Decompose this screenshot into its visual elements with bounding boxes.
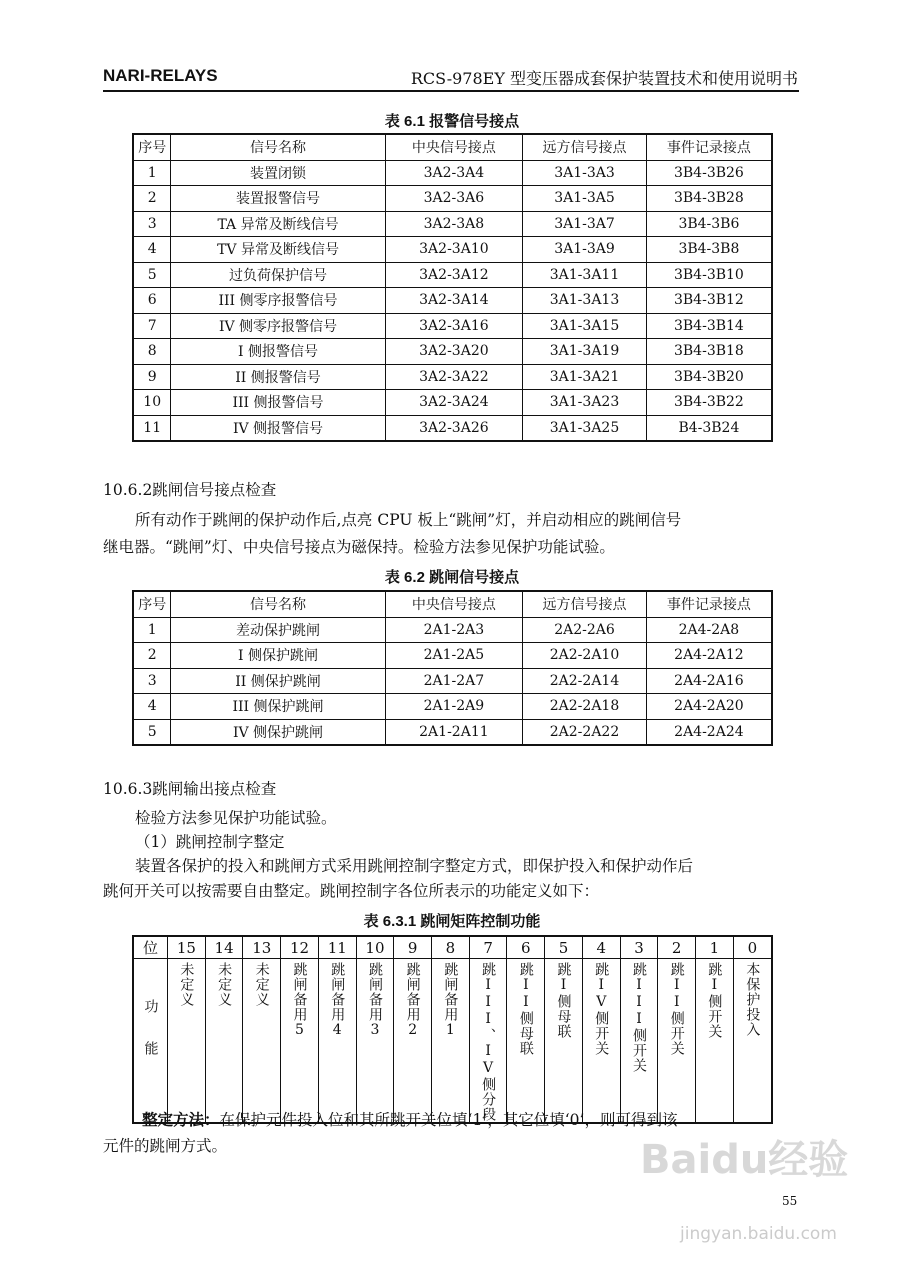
bit-number: 7 [469,936,507,959]
method-label: 整定方法： [142,1110,220,1129]
table-row [133,719,772,745]
table-cell: II 侧保护跳闸 [171,668,385,694]
table-cell: IV 侧保护跳闸 [171,719,385,745]
bit-function [394,959,432,1124]
table-cell: 11 [133,415,171,441]
table-cell: 3A1-3A25 [523,415,647,441]
table-cell: 3A1-3A19 [523,339,647,365]
table-cell: III 侧保护跳闸 [171,694,385,720]
alarm-signal-table [132,133,773,442]
table-cell: 3A2-3A20 [385,339,523,365]
table-cell: 5 [133,262,171,288]
bit-function [469,959,507,1124]
bit-function [658,959,696,1124]
bit-function [281,959,319,1124]
bit-number: 11 [318,936,356,959]
bit-function [205,959,243,1124]
table3-title: 表 6.3.1 跳闸矩阵控制功能 [363,913,541,930]
bit-function-text: 跳II侧母联 [517,962,534,1056]
table-cell: 3A1-3A13 [523,288,647,314]
column-header: 中央信号接点 [385,134,523,160]
table-cell: 3B4-3B18 [646,339,772,365]
table-cell: 2 [133,186,171,212]
table-cell: 差动保护跳闸 [171,617,385,643]
table-cell: 3B4-3B8 [646,237,772,263]
paragraph: 元件的跳闸方式。 [103,1137,228,1155]
bit-function [168,959,206,1124]
table-cell: 装置报警信号 [171,186,385,212]
table-cell: 9 [133,364,171,390]
table-cell: B4-3B24 [646,415,772,441]
table-cell: 3B4-3B22 [646,390,772,416]
bit-number: 13 [243,936,281,959]
table-cell: 2A2-2A14 [523,668,647,694]
table-cell: 3A1-3A5 [523,186,647,212]
column-header: 序号 [133,591,171,617]
table-cell: 5 [133,719,171,745]
table-row [133,288,772,314]
paragraph: （1）跳闸控制字整定 [135,833,285,851]
paragraph: 继电器。“跳闸”灯、中央信号接点为磁保持。检验方法参见保护功能试验。 [103,538,615,556]
table2-title: 表 6.2 跳闸信号接点 [384,569,520,586]
table-row [133,390,772,416]
table-cell: 3A1-3A9 [523,237,647,263]
table-cell: 过负荷保护信号 [171,262,385,288]
table-cell: 2A4-2A24 [646,719,772,745]
table-header-row [133,591,772,617]
bit-function-text: 跳IV侧开关 [593,962,610,1056]
table-cell: 4 [133,237,171,263]
table-cell: 2A1-2A11 [385,719,523,745]
table-cell: 3A2-3A24 [385,390,523,416]
column-header: 事件记录接点 [646,591,772,617]
paragraph: 检验方法参见保护功能试验。 [135,809,337,827]
row-label-bit: 位 [133,936,168,959]
table-cell: 2A1-2A3 [385,617,523,643]
trip-signal-table [132,590,773,746]
table-row [133,237,772,263]
table-cell: 3B4-3B14 [646,313,772,339]
table-cell: 3A1-3A23 [523,390,647,416]
column-header: 中央信号接点 [385,591,523,617]
bit-function [733,959,772,1124]
table-row [133,339,772,365]
table-cell: 3A1-3A21 [523,364,647,390]
table-cell: TA 异常及断线信号 [171,211,385,237]
table-cell: III 侧报警信号 [171,390,385,416]
bit-function [356,959,394,1124]
table-cell: 7 [133,313,171,339]
table-cell: 3B4-3B26 [646,160,772,186]
table-cell: 3A2-3A14 [385,288,523,314]
table-cell: II 侧报警信号 [171,364,385,390]
table-cell: IV 侧零序报警信号 [171,313,385,339]
table1-title: 表 6.1 报警信号接点 [384,113,520,130]
table-cell: 3A2-3A12 [385,262,523,288]
bit-number: 12 [281,936,319,959]
bit-number: 5 [545,936,583,959]
table-cell: 3A1-3A15 [523,313,647,339]
table-row [133,694,772,720]
table-row [133,313,772,339]
table-cell: 2A2-2A22 [523,719,647,745]
bit-function [243,959,281,1124]
table-cell: 3B4-3B20 [646,364,772,390]
bit-function-text: 跳闸备用5 [291,962,308,1039]
table-cell: I 侧保护跳闸 [171,643,385,669]
table-row [133,643,772,669]
table-cell: IV 侧报警信号 [171,415,385,441]
table-cell: 3A2-3A26 [385,415,523,441]
table-cell: 3B4-3B6 [646,211,772,237]
column-header: 序号 [133,134,171,160]
table-cell: 2A2-2A6 [523,617,647,643]
table-cell: 3B4-3B10 [646,262,772,288]
table-cell: 3A1-3A11 [523,262,647,288]
table-cell: 装置闭锁 [171,160,385,186]
table-cell: I 侧报警信号 [171,339,385,365]
table-cell: 6 [133,288,171,314]
table-cell: 4 [133,694,171,720]
table-cell: 2A4-2A12 [646,643,772,669]
bit-number: 2 [658,936,696,959]
table-cell: 3 [133,211,171,237]
bit-function [696,959,734,1124]
bit-function-text: 未定义 [178,962,195,1007]
section-heading-10-6-3: 10.6.3跳闸输出接点检查 [103,780,277,798]
table-cell: 3B4-3B12 [646,288,772,314]
bit-function [620,959,658,1124]
table-cell: 3A1-3A7 [523,211,647,237]
bit-function-text: 跳闸备用1 [442,962,459,1039]
table-cell: 2A4-2A20 [646,694,772,720]
bit-number: 14 [205,936,243,959]
table-row [133,415,772,441]
table-row [133,186,772,212]
bit-number: 1 [696,936,734,959]
table-cell: 1 [133,160,171,186]
table-header-row [133,134,772,160]
table-cell: III 侧零序报警信号 [171,288,385,314]
paragraph: 跳何开关可以按需要自由整定。跳闸控制字各位所表示的功能定义如下： [103,882,600,900]
paragraph: 所有动作于跳闸的保护动作后,点亮 CPU 板上“跳闸”灯，并启动相应的跳闸信号 [135,511,682,529]
table-cell: 2A2-2A10 [523,643,647,669]
column-header: 远方信号接点 [523,591,647,617]
bit-function [507,959,545,1124]
paragraph [142,1108,677,1130]
bit-function-text: 跳闸备用2 [404,962,421,1039]
table-cell: 3 [133,668,171,694]
table-cell: 3A2-3A10 [385,237,523,263]
table-cell: 3A2-3A4 [385,160,523,186]
bit-function [318,959,356,1124]
paragraph: 装置各保护的投入和跳闸方式采用跳闸控制字整定方式，即保护投入和保护动作后 [135,857,694,875]
bit-number: 9 [394,936,432,959]
bit-function-text: 未定义 [253,962,270,1007]
column-header: 信号名称 [171,591,385,617]
header-rule [103,90,799,92]
bit-function-text: 跳I侧开关 [706,962,723,1039]
column-header: 信号名称 [171,134,385,160]
bit-number: 8 [432,936,470,959]
table-cell: 3A2-3A6 [385,186,523,212]
row-label-function: 功能 [133,959,168,1124]
table-cell: 2A2-2A18 [523,694,647,720]
bit-function-text: 跳III侧开关 [630,962,647,1073]
baidu-jingyan-watermark-logo: Baidu经验 [640,1137,849,1183]
bit-number: 4 [582,936,620,959]
table-cell: 2A1-2A7 [385,668,523,694]
table-cell: TV 异常及断线信号 [171,237,385,263]
header-brand: NARI-RELAYS [103,66,218,85]
page-number: 55 [782,1194,798,1208]
table-cell: 3A2-3A8 [385,211,523,237]
bit-function-text: 跳闸备用4 [329,962,346,1039]
table-cell: 1 [133,617,171,643]
table-row [133,617,772,643]
bit-function-text: 跳II侧开关 [668,962,685,1056]
table-row [133,211,772,237]
table-row [133,262,772,288]
table-cell: 2A1-2A9 [385,694,523,720]
bit-function [582,959,620,1124]
header-title: RCS-978EY 型变压器成套保护装置技术和使用说明书 [410,69,798,88]
bit-function-text: 跳III、IV侧分段 [480,962,497,1122]
bit-function-text: 跳I侧母联 [555,962,572,1039]
table-cell: 2A1-2A5 [385,643,523,669]
bit-number: 6 [507,936,545,959]
table-cell: 10 [133,390,171,416]
table-cell: 2A4-2A16 [646,668,772,694]
method-text: 在保护元件投入位和其所跳开关位填‘1’，其它位填‘0’，则可得到该 [219,1111,678,1129]
trip-matrix-table [132,935,773,1124]
bit-function-text: 跳闸备用3 [366,962,383,1039]
column-header: 远方信号接点 [523,134,647,160]
table-cell: 2A4-2A8 [646,617,772,643]
watermark-url: jingyan.baidu.com [680,1224,837,1244]
section-heading-10-6-2: 10.6.2跳闸信号接点检查 [103,481,277,499]
table-cell: 3A2-3A16 [385,313,523,339]
bit-function-text: 未定义 [216,962,233,1007]
table-cell: 3B4-3B28 [646,186,772,212]
bit-function-text: 本保护投入 [744,962,761,1037]
bit-number: 0 [733,936,772,959]
table-cell: 3A1-3A3 [523,160,647,186]
table-cell: 3A2-3A22 [385,364,523,390]
bit-number: 10 [356,936,394,959]
table-cell: 2 [133,643,171,669]
table-row [133,364,772,390]
bit-number: 3 [620,936,658,959]
bit-number: 15 [168,936,206,959]
column-header: 事件记录接点 [646,134,772,160]
table-row [133,160,772,186]
table-cell: 8 [133,339,171,365]
table-row [133,668,772,694]
bit-function [432,959,470,1124]
bit-function [545,959,583,1124]
